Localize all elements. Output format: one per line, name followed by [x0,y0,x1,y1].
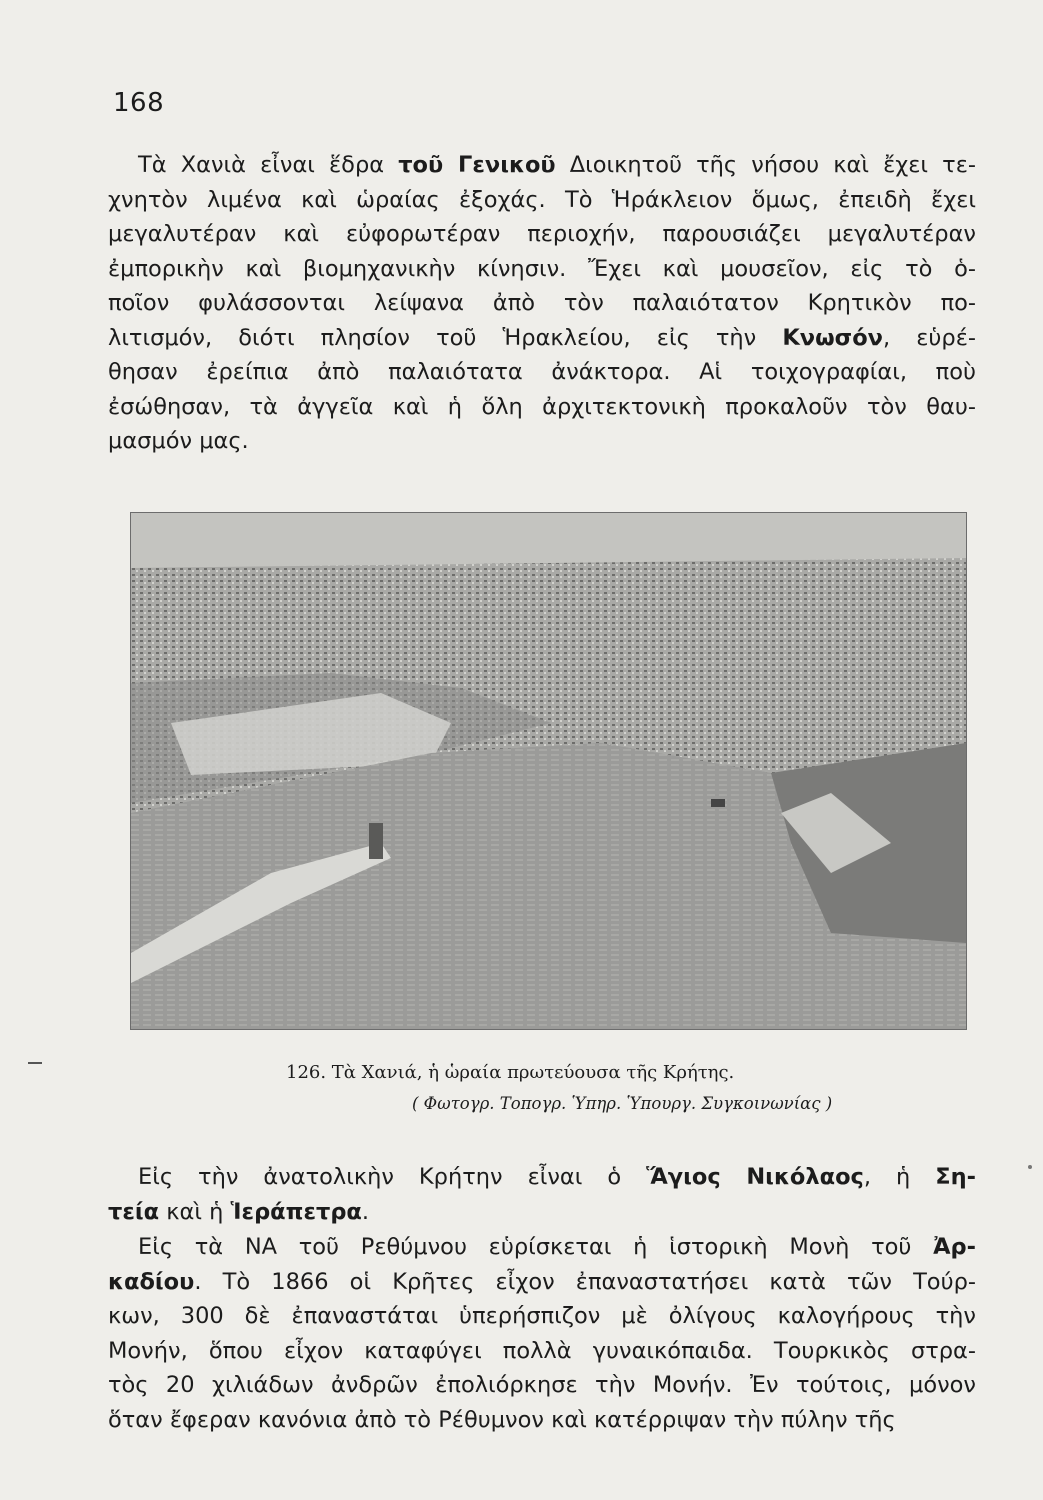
text-run: , εὑρέ- [882,324,976,351]
text-run: μασμόν μας. [108,428,249,454]
bold-term: καδίου [108,1268,195,1295]
text-run: Εἰς τὰ ΝΑ τοῦ Ρεθύμνου εὑρίσκεται ἡ ἱστορικὴ Μονὴ τοῦ [138,1234,934,1260]
text-line [108,183,976,218]
paragraph-1 [108,148,976,459]
text-run: ὅταν ἔφεραν κανόνια ἀπὸ τὸ Ρέθυμνον καὶ κατέρριψαν τὴν πύλην τῆς [108,1406,896,1433]
bold-term: τεία [108,1198,160,1225]
text-run: ἐσώθησαν, τὰ ἀγγεῖα καὶ ἡ ὅλη ἀρχιτεκτονικὴ προκαλοῦν τὸν θαυ- [108,393,976,420]
paragraph-3 [108,1230,976,1437]
text-line [108,355,976,390]
text-line [108,1299,976,1334]
text-line [108,321,976,356]
paragraph-2 [108,1160,976,1229]
bold-term: Ἀρ- [933,1234,976,1260]
bold-term: τοῦ Γενικοῦ [398,152,556,178]
text-run: . [361,1198,370,1225]
photo-credit: ( Φωτογρ. Τοπογρ. Ὑπηρ. Ὑπουργ. Συγκοινωνίας ) [412,1094,833,1113]
text-run: ποῖον φυλάσσονται λείψανα ἀπὸ τὸν παλαιότατον Κρητικὸν πο- [108,290,976,316]
text-run: . Τὸ 1866 οἱ Κρῆτες εἶχον ἐπαναστατήσει κατὰ τῶν Τούρ- [194,1268,976,1295]
text-run: θησαν ἐρείπια ἀπὸ παλαιότατα ἀνάκτορα. Αἱ τοιχογραφίαι, ποὺ [108,359,976,385]
text-run: λιτισμόν, διότι πλησίον τοῦ Ἡρακλείου, εἰς τὴν [108,324,783,351]
text-run: Διοικητοῦ τῆς νήσου καὶ ἔχει τε- [555,152,976,178]
text-line [108,1195,976,1230]
bold-term: Κνωσόν [782,324,883,351]
text-line [108,1160,976,1195]
bold-term: Ἅγιος Νικόλαος [646,1164,864,1190]
text-run: χνητὸν λιμένα καὶ ὡραίας ἐξοχάς. Τὸ Ἡράκλειον ὅμως, ἐπειδὴ ἔχει [108,186,976,213]
harbor-photo [130,512,967,1030]
page-number: 168 [113,88,165,118]
text-run: τὸς 20 χιλιάδων ἀνδρῶν ἐπολιόρκησε τὴν Μονήν. Ἐν τούτοις, μόνον [108,1372,976,1398]
text-line [108,252,976,287]
text-line [108,1334,976,1369]
bold-term: Ἱεράπετρα [230,1198,362,1225]
text-run: , ἡ [863,1164,936,1190]
stray-dot [1028,1165,1032,1169]
text-line [108,217,976,252]
text-run: κων, 300 δὲ ἐπαναστάται ὑπερήσπιζον μὲ ὀλίγους καλογήρους τὴν [108,1303,976,1329]
text-run: Τὰ Χανιὰ εἶναι ἕδρα [138,152,399,178]
text-line [108,390,976,425]
text-run: ἐμπορικὴν καὶ βιομηχανικὴν κίνησιν. Ἔχει καὶ μουσεῖον, εἰς τὸ ὁ- [108,255,976,282]
text-line [108,286,976,321]
text-run: μεγαλυτέραν καὶ εὐφορωτέραν περιοχήν, παρουσιάζει μεγαλυτέραν [108,221,976,247]
margin-mark [28,1062,42,1064]
text-line [108,148,976,183]
text-line [108,1230,976,1265]
text-line [108,1403,976,1438]
text-run: Εἰς τὴν ἀνατολικὴν Κρήτην εἶναι ὁ [138,1164,647,1190]
text-line [108,424,976,459]
text-line [108,1265,976,1300]
figure-caption: 126. Τὰ Χανιά, ἡ ὡραία πρωτεύουσα τῆς Κρήτης. [286,1062,735,1083]
chania-harbor-image [131,513,966,1029]
bold-term: Ση- [935,1164,977,1190]
text-run: Μονήν, ὅπου εἶχον καταφύγει πολλὰ γυναικόπαιδα. Τουρκικὸς στρα- [108,1337,976,1364]
text-run: καὶ ἡ [159,1198,231,1225]
text-line [108,1368,976,1403]
